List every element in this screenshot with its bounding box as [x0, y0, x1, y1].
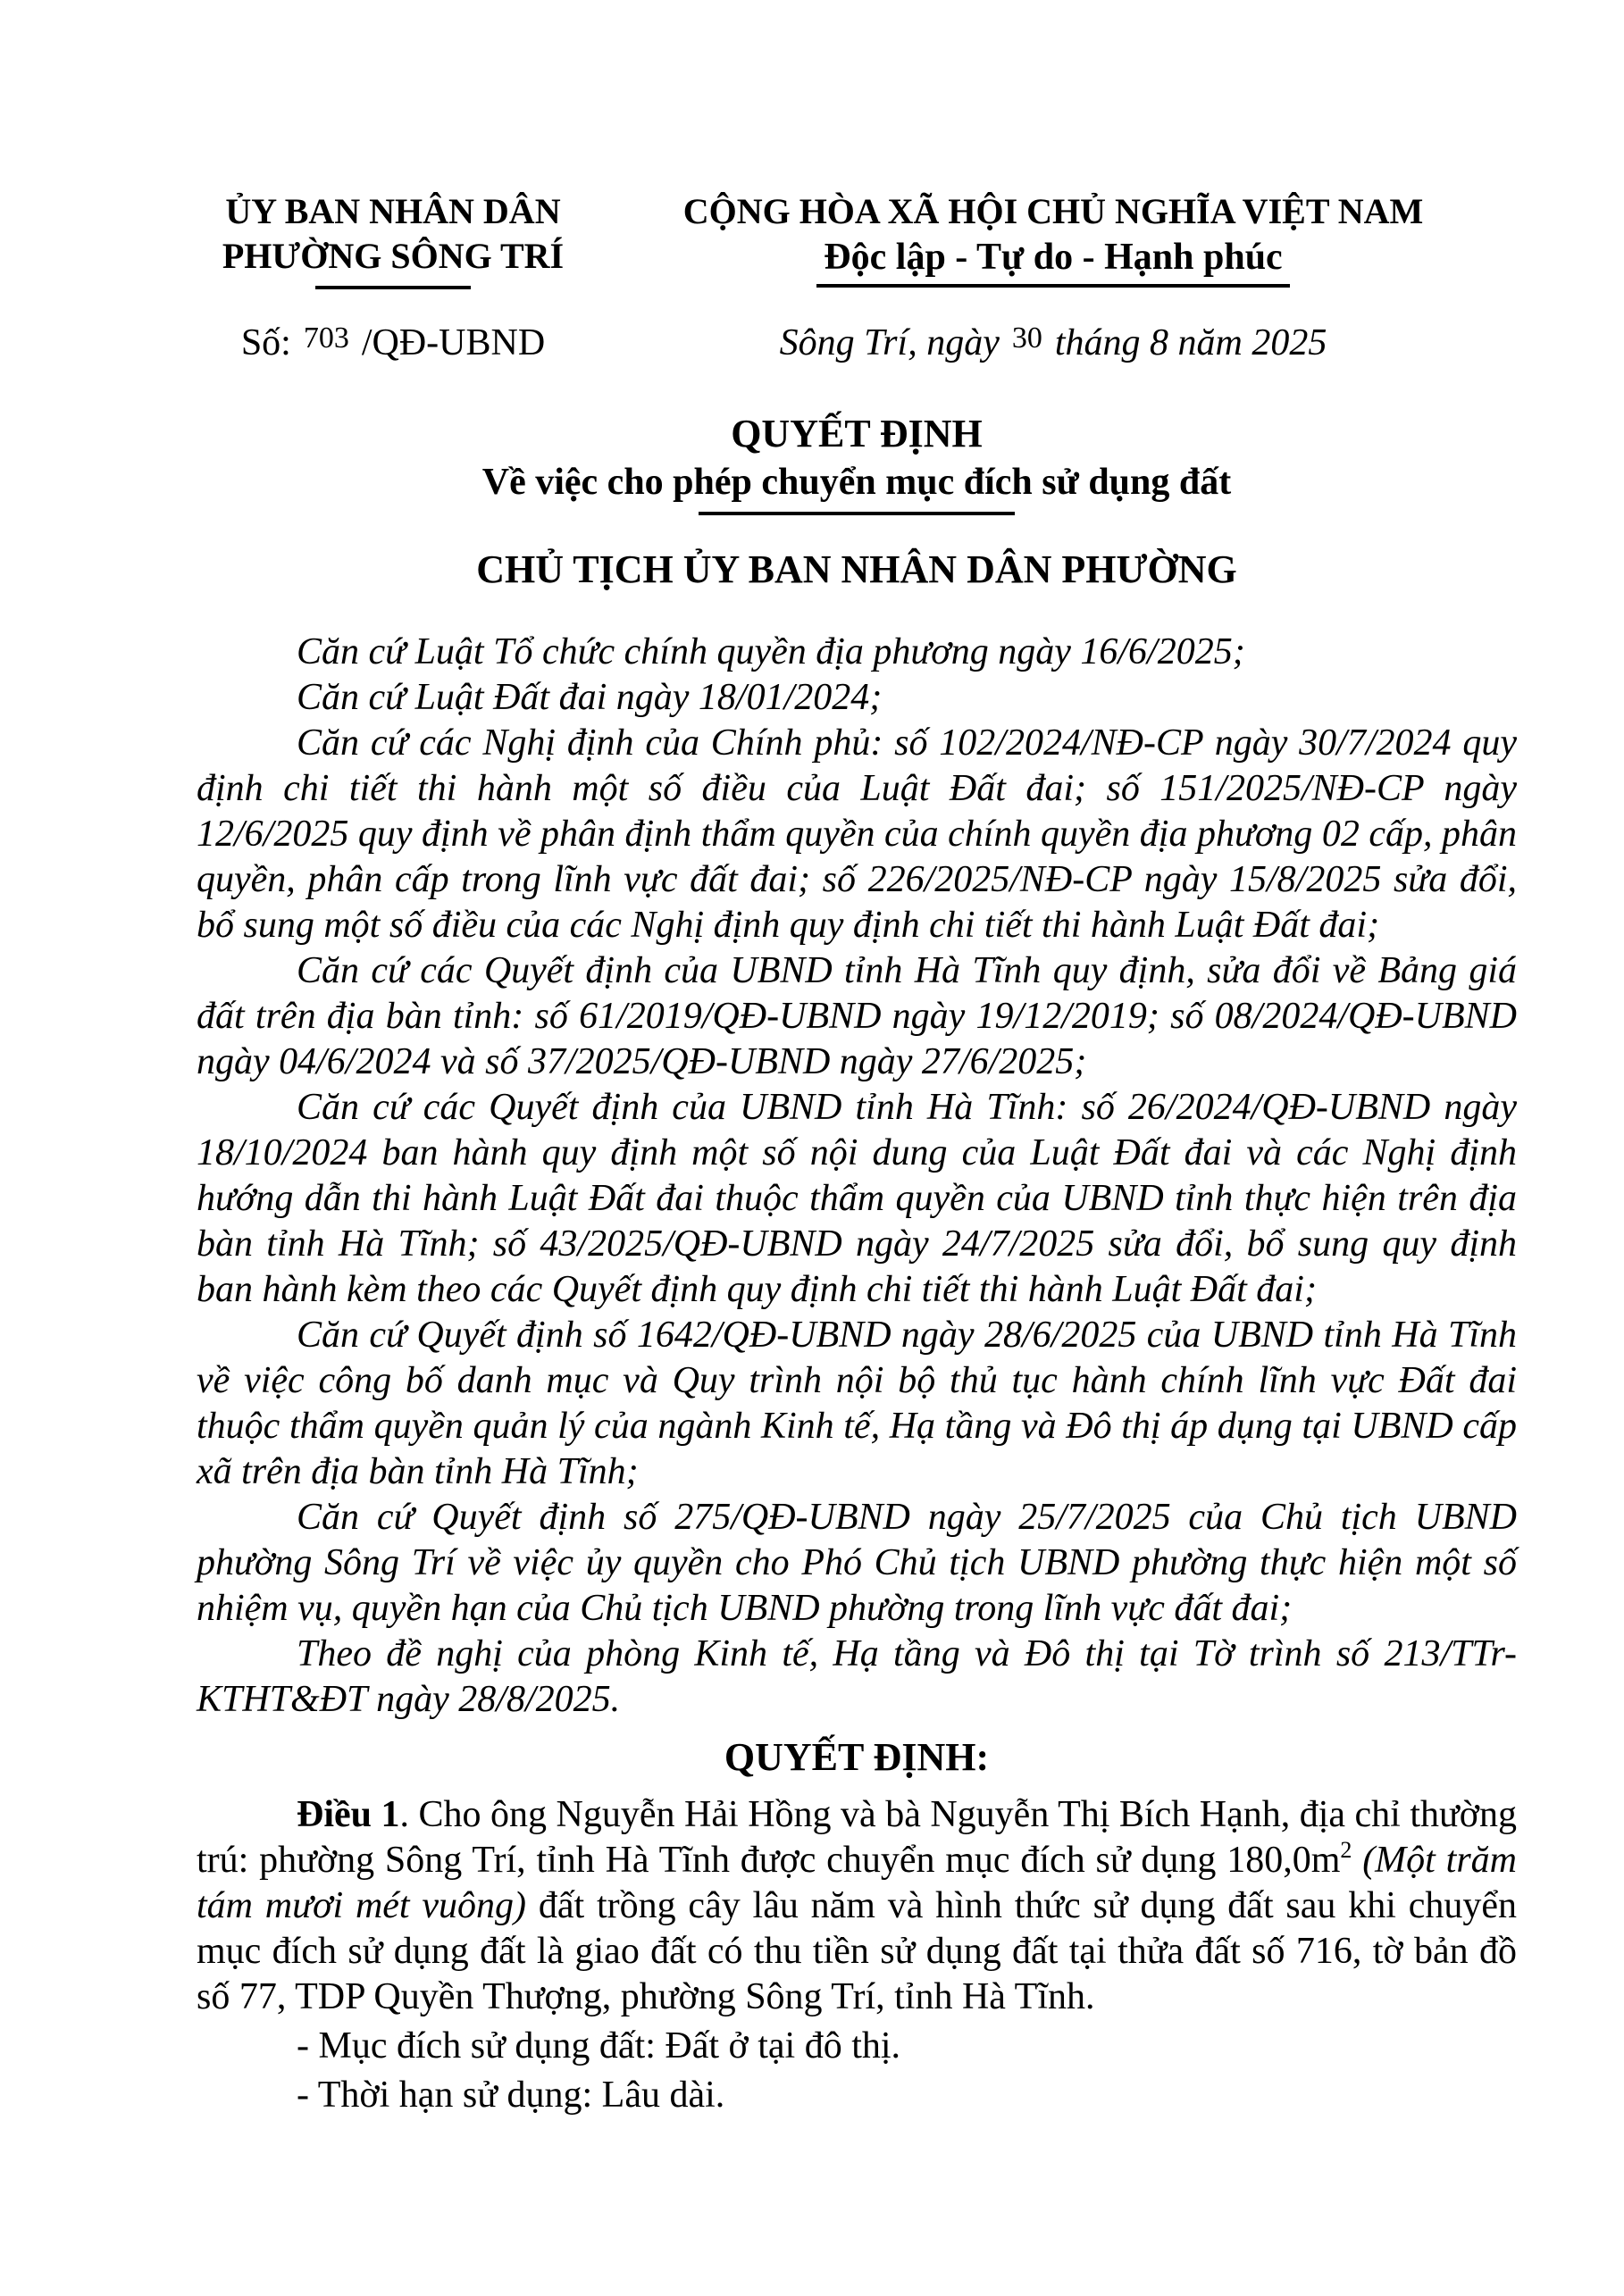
preamble-paragraph: Căn cứ các Quyết định của UBND tỉnh Hà Tĩnh quy định, sửa đổi về Bảng giá đất trên địa bàn tỉnh: số 61/2019/QĐ-UBND ngày 19/12/2019; số 08/2024/QĐ-UBND ngày 04/6/2024 và số 37/2025/QĐ-UBND ngày 27/6/2025;	[197, 950, 1517, 1082]
square-meter-superscript: 2	[1340, 1837, 1352, 1863]
national-title: CỘNG HÒA XÃ HỘI CHỦ NGHĨA VIỆT NAM	[682, 191, 1424, 231]
national-motto: Độc lập - Tự do - Hạnh phúc	[824, 237, 1283, 278]
issuing-authority-line-2: PHƯỜNG SÔNG TRÍ	[222, 236, 565, 276]
preamble-paragraph: Căn cứ Luật Đất đai ngày 18/01/2024;	[297, 677, 883, 718]
place-date-suffix: tháng 8 năm 2025	[1054, 322, 1327, 363]
preamble-paragraph: Căn cứ các Nghị định của Chính phủ: số 102/2024/NĐ-CP ngày 30/7/2024 quy định chi tiết thi hành một số điều của Luật Đất đai; số 151/2025/NĐ-CP ngày 12/6/2025 quy định về phân định thẩm quyền của chính quyền địa phương 02 cấp, phân quyền, phân cấp trong lĩnh vực đất đai; số 226/2025/NĐ-CP ngày 15/8/2025 sửa đổi, bổ sung một số điều của các Nghị định quy định chi tiết thi hành Luật Đất đai;	[197, 722, 1517, 946]
title-underline	[699, 512, 1015, 515]
place-date-prefix: Sông Trí, ngày	[779, 322, 1000, 363]
preamble-paragraph: Căn cứ Luật Tổ chức chính quyền địa phương ngày 16/6/2025;	[297, 631, 1245, 672]
issuing-authority-line-1: ỦY BAN NHÂN DÂN	[225, 191, 561, 231]
issuing-authority-block	[197, 189, 590, 369]
date-day-value: 30	[1011, 321, 1042, 355]
place-date-line	[590, 320, 1517, 369]
preamble-paragraph: Theo đề nghị của phòng Kinh tế, Hạ tầng và Đô thị tại Tờ trình số 213/TTr-KTHT&ĐT ngày 28/8/2025.	[197, 1633, 1517, 1720]
land-use-purpose-line: - Mục đích sử dụng đất: Đất ở tại đô thị.	[297, 2025, 901, 2066]
document-header	[197, 189, 1517, 369]
article-1-text-lead: . Cho ông Nguyễn Hải Hồng và bà Nguyễn Thị Bích Hạnh, địa chỉ thường trú: phường Sông Trí, tỉnh Hà Tĩnh được chuyển mục đích sử dụng 180,0m	[197, 1794, 1518, 1881]
document-number-label: Số:	[240, 322, 291, 363]
article-1-paragraph	[197, 1792, 1517, 2020]
document-number-line	[197, 320, 590, 369]
national-motto-block	[590, 189, 1517, 369]
national-motto-underline	[816, 284, 1290, 288]
land-use-term-line: - Thời hạn sử dụng: Lâu dài.	[297, 2075, 725, 2116]
document-number-suffix: /QĐ-UBND	[361, 322, 546, 363]
preamble-paragraph: Căn cứ Quyết định số 275/QĐ-UBND ngày 25/7/2025 của Chủ tịch UBND phường Sông Trí về việc ủy quyền cho Phó Chủ tịch UBND phường thực hiện một số nhiệm vụ, quyền hạn của Chủ tịch UBND phường trong lĩnh vực đất đai;	[197, 1497, 1517, 1629]
authority-title: CHỦ TỊCH ỦY BAN NHÂN DÂN PHƯỜNG	[476, 547, 1237, 591]
decision-subtitle: Về việc cho phép chuyển mục đích sử dụng đất	[481, 462, 1232, 503]
issuing-authority-underline	[315, 286, 471, 289]
decision-heading: QUYẾT ĐỊNH:	[724, 1735, 990, 1779]
preamble-section	[197, 630, 1517, 1723]
preamble-paragraph: Căn cứ các Quyết định của UBND tỉnh Hà Tĩnh: số 26/2024/QĐ-UBND ngày 18/10/2024 ban hành quy định một số nội dung của Luật Đất đai và các Nghị định hướng dẫn thi hành Luật Đất đai thuộc thẩm quyền của UBND tỉnh thực hiện trên địa bàn tỉnh Hà Tĩnh; số 43/2025/QĐ-UBND ngày 24/7/2025 sửa đổi, bổ sung quy định ban hành kèm theo các Quyết định quy định chi tiết thi hành Luật Đất đai;	[197, 1087, 1517, 1310]
document-number-value: 703	[303, 321, 349, 355]
area-in-words-note: (Một trăm tám mươi mét vuông)	[197, 1840, 1517, 1926]
article-1-text-rest: đất trồng cây lâu năm và hình thức sử dụng đất sau khi chuyển mục đích sử dụng đất là giao đất có thu tiền sử dụng đất tại thửa đất số 716, tờ bản đồ số 77, TDP Quyền Thượng, phường Sông Trí, tỉnh Hà Tĩnh.	[197, 1885, 1517, 2017]
article-1-label: Điều 1	[297, 1794, 400, 1835]
title-block	[197, 410, 1517, 594]
decision-title: QUYẾT ĐỊNH	[731, 412, 983, 455]
preamble-paragraph: Căn cứ Quyết định số 1642/QĐ-UBND ngày 28/6/2025 của UBND tỉnh Hà Tĩnh về việc công bố danh mục và Quy trình nội bộ thủ tục hành chính lĩnh vực Đất đai thuộc thẩm quyền quản lý của ngành Kinh tế, Hạ tầng và Đô thị áp dụng tại UBND cấp xã trên địa bàn tỉnh Hà Tĩnh;	[197, 1315, 1517, 1492]
